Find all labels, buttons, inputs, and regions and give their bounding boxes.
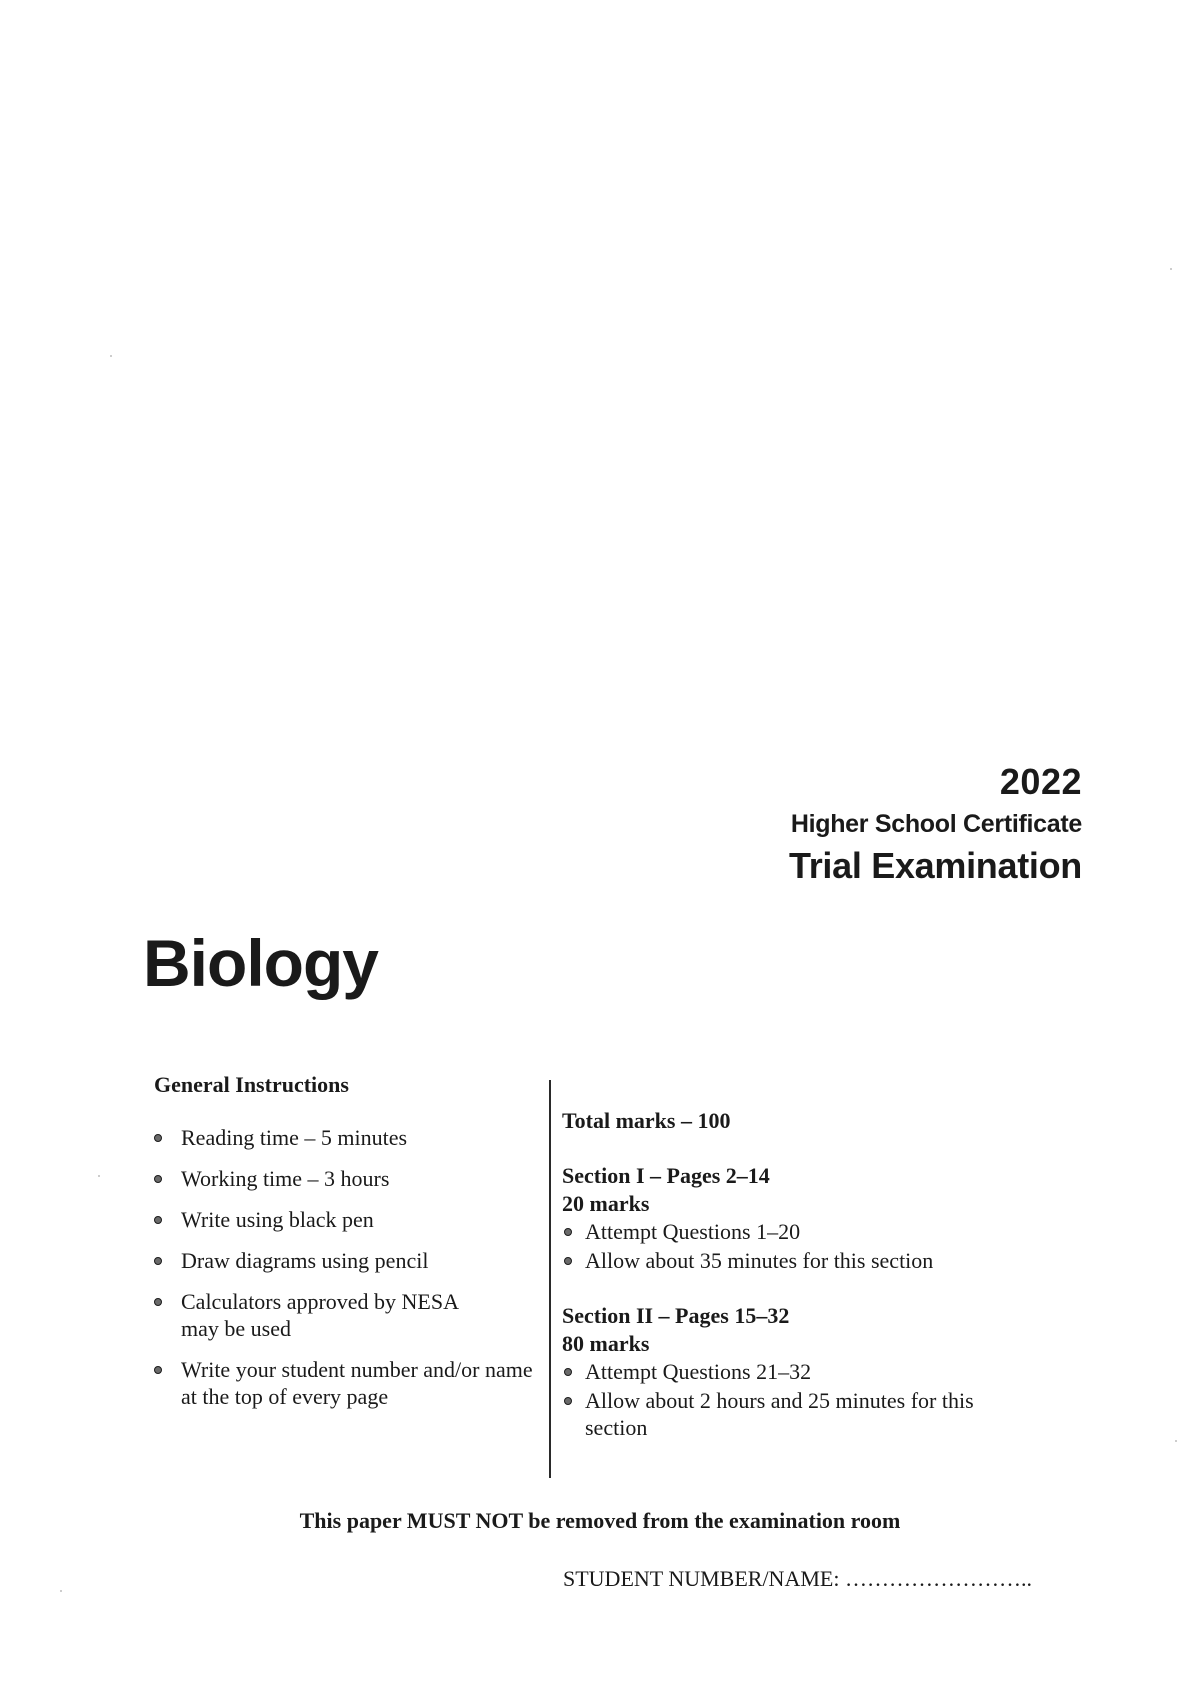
- section-instruction-text: Allow about 35 minutes for this section: [585, 1248, 934, 1273]
- bullet-icon: [154, 1298, 162, 1306]
- list-item: [562, 1247, 1062, 1274]
- total-marks: Total marks – 100: [562, 1108, 731, 1133]
- general-instructions-heading: General Instructions: [154, 1072, 349, 1097]
- list-item: [154, 1165, 534, 1192]
- instruction-text: Calculators approved by NESA may be used: [181, 1289, 458, 1341]
- scan-speck: [110, 355, 112, 357]
- list-item: [154, 1356, 541, 1410]
- bullet-icon: [154, 1257, 162, 1265]
- subject-title: Biology: [143, 926, 378, 1000]
- list-item: [154, 1124, 534, 1151]
- certificate-name: Higher School Certificate: [790, 809, 1082, 838]
- general-instructions: [154, 1072, 534, 1424]
- instructions-list: [154, 1124, 534, 1410]
- exam-type: Trial Examination: [789, 844, 1082, 886]
- bullet-icon: [564, 1257, 572, 1265]
- scan-speck: [98, 1175, 100, 1177]
- list-item: [154, 1206, 534, 1233]
- section-marks: 80 marks: [562, 1331, 650, 1356]
- list-item: [562, 1387, 1025, 1441]
- section-instructions: [562, 1358, 1062, 1441]
- removal-notice: This paper MUST NOT be removed from the examination room: [299, 1508, 901, 1533]
- bullet-icon: [564, 1397, 572, 1405]
- section-instruction-text: Attempt Questions 21–32: [585, 1359, 812, 1384]
- section-title: Section I – Pages 2–14: [562, 1163, 770, 1188]
- list-item: [154, 1247, 534, 1274]
- section-title: Section II – Pages 15–32: [562, 1303, 790, 1328]
- list-item: [562, 1218, 1062, 1245]
- marks-info: [562, 1108, 1062, 1469]
- exam-year: 2022: [999, 761, 1082, 802]
- instruction-text: Working time – 3 hours: [181, 1166, 390, 1191]
- list-item: [154, 1288, 501, 1342]
- bullet-icon: [154, 1175, 162, 1183]
- scan-speck: [1175, 1440, 1177, 1442]
- bullet-icon: [154, 1216, 162, 1224]
- section-1: [562, 1162, 1062, 1274]
- section-marks: 20 marks: [562, 1191, 650, 1216]
- bullet-icon: [564, 1228, 572, 1236]
- instruction-text: Write your student number and/or name at the top of every page: [181, 1357, 533, 1409]
- instruction-text: Reading time – 5 minutes: [181, 1125, 408, 1150]
- bullet-icon: [154, 1134, 162, 1142]
- instruction-text: Draw diagrams using pencil: [181, 1248, 429, 1273]
- list-item: [562, 1358, 1062, 1385]
- column-divider: [549, 1080, 551, 1478]
- section-instruction-text: Attempt Questions 1–20: [585, 1219, 801, 1244]
- student-number-field[interactable]: STUDENT NUMBER/NAME: ……………………..: [563, 1566, 1032, 1591]
- bullet-icon: [154, 1366, 162, 1374]
- scan-speck: [60, 1590, 62, 1592]
- scan-speck: [1170, 268, 1172, 270]
- exam-title-block: [789, 762, 1082, 887]
- instruction-text: Write using black pen: [181, 1207, 374, 1232]
- bullet-icon: [564, 1368, 572, 1376]
- section-instructions: [562, 1218, 1062, 1274]
- section-2: [562, 1302, 1062, 1441]
- section-instruction-text: Allow about 2 hours and 25 minutes for this section: [585, 1388, 974, 1440]
